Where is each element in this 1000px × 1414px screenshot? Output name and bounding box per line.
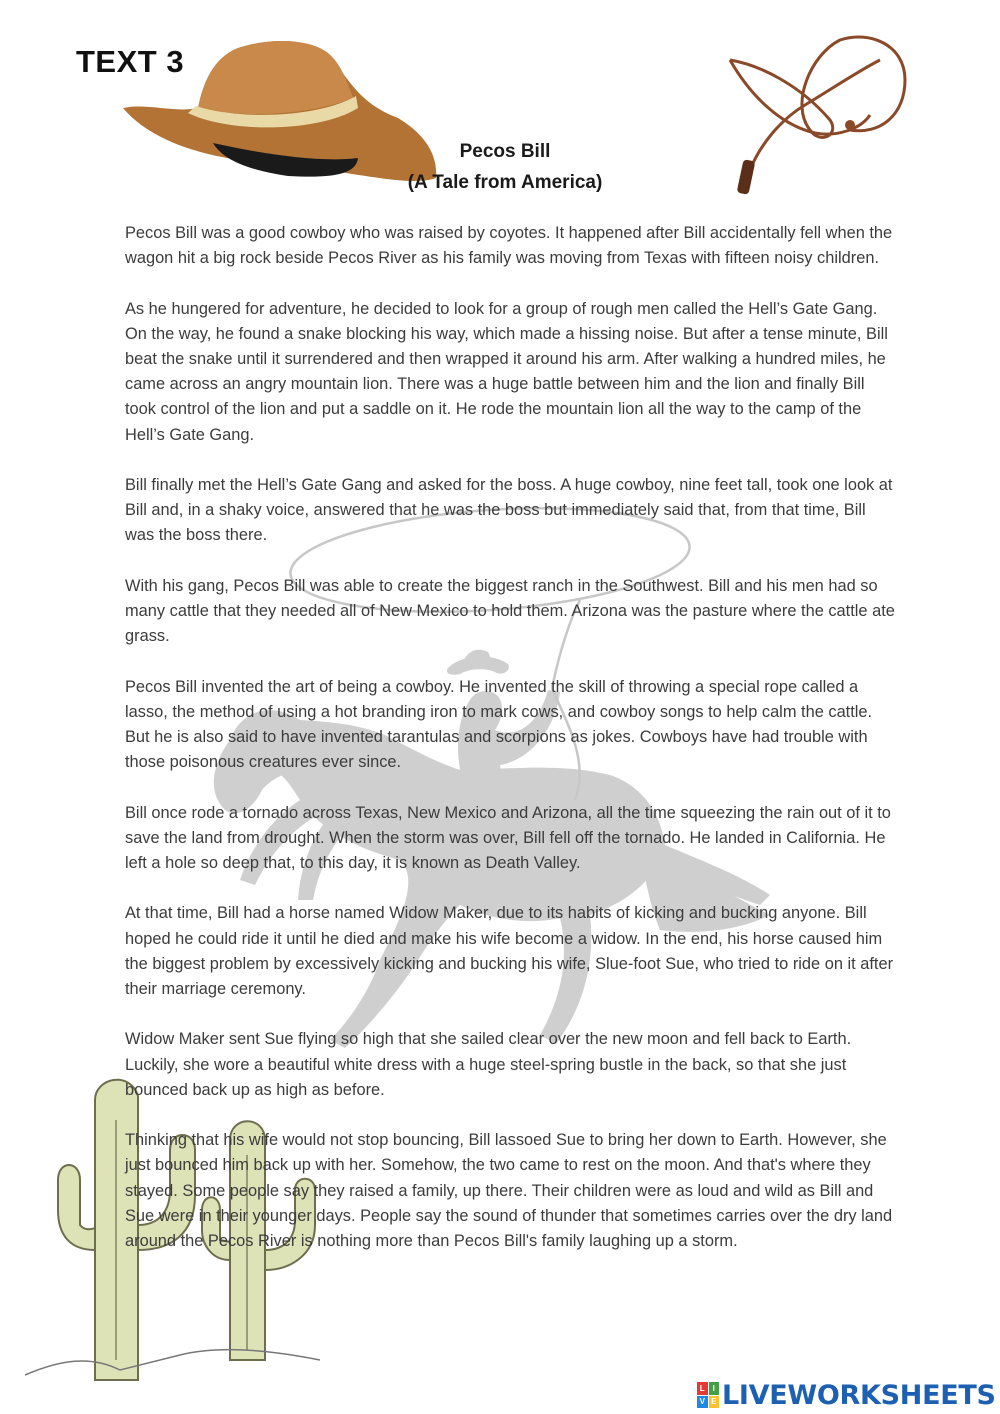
story-paragraph: Pecos Bill was a good cowboy who was raised by coyotes. It happened after Bill accidentally fell when the wagon hit a big rock beside Pecos River as his family was moving from Texas with fifteen noisy children. [125,224,893,268]
liveworksheets-brand: LIVEWORKSHEETS [722,1379,996,1411]
story-paragraph: With his gang, Pecos Bill was able to create the biggest ranch in the Southwest. Bill and his men had so many cattle that they needed all of New Mexico to hold them. Arizona was the pasture where the cattle ate grass. [125,576,895,646]
story-body [125,221,895,1279]
story-title-block [360,136,650,198]
badge-letter: E [709,1396,720,1409]
story-paragraph: Widow Maker sent Sue flying so high that she sailed clear over the new moon and fell back to Earth. Luckily, she wore a beautiful white dress with a huge steel-spring bustle in the back, so that she just bounced back up as high as before. [125,1030,852,1099]
story-paragraph: Bill finally met the Hell’s Gate Gang and asked for the boss. A huge cowboy, nine feet tall, took one look at Bill and, in a shaky voice, answered that he was the boss but immediately said that, from that time, Bill was the boss there. [125,476,893,545]
story-subtitle: (A Tale from America) [407,172,603,193]
story-paragraph: Pecos Bill invented the art of being a cowboy. He invented the skill of throwing a special rope called a lasso, the method of using a hot branding iron to mark cows, and cowboy songs to help calm the cattle. But he is also said to have invented tarantulas and scorpions as jokes. Cowboys have had trouble with those poisonous creatures ever since. [125,677,873,772]
liveworksheets-logo[interactable] [697,1378,996,1412]
story-title: Pecos Bill [459,141,551,162]
badge-letter: I [709,1382,720,1395]
badge-letter: V [697,1396,708,1409]
story-paragraph: Bill once rode a tornado across Texas, New Mexico and Arizona, all the time squeezing the rain out of it to save the land from drought. When the storm was over, Bill fell off the tornado. He landed in California. He left a hole so deep that, to this day, it is known as Death Valley. [125,803,891,872]
lasso-whip-icon [720,25,920,200]
story-paragraph: At that time, Bill had a horse named Widow Maker, due to its habits of kicking and bucking anyone. Bill hoped he could ride it until he died and make his wife become a widow. In the end, his horse caused him the biggest problem by excessively kicking and bucking his wife, Slue-foot Sue, who tried to ride on it after their marriage ceremony. [125,904,894,998]
badge-letter: L [697,1382,708,1395]
liveworksheets-badge-icon [697,1382,719,1408]
text-number-label: TEXT 3 [76,44,185,79]
story-paragraph: Thinking that his wife would not stop bouncing, Bill lassoed Sue to bring her down to Earth. However, she just bounced him back up with her. Somehow, the two came to rest on the moon. And that's where they stayed. Some people say they raised a family, up there. Their children were as loud and wild as Bill and Sue were in their younger days. People say the sound of thunder that sometimes carries over the dry land around the Pecos River is nothing more than Pecos Bill's family laughing up a storm. [125,1131,893,1250]
story-paragraph: As he hungered for adventure, he decided to look for a group of rough men called the Hell’s Gate Gang. On the way, he found a snake blocking his way, which made a hissing noise. But after a tense minute, Bill beat the snake until it surrendered and then wrapped it around his arm. After walking a hundred miles, he came across an angry mountain lion. There was a huge battle between him and the lion and finally Bill took control of the lion and put a saddle on it. He rode the mountain lion all the way to the camp of the Hell’s Gate Gang. [125,299,888,444]
